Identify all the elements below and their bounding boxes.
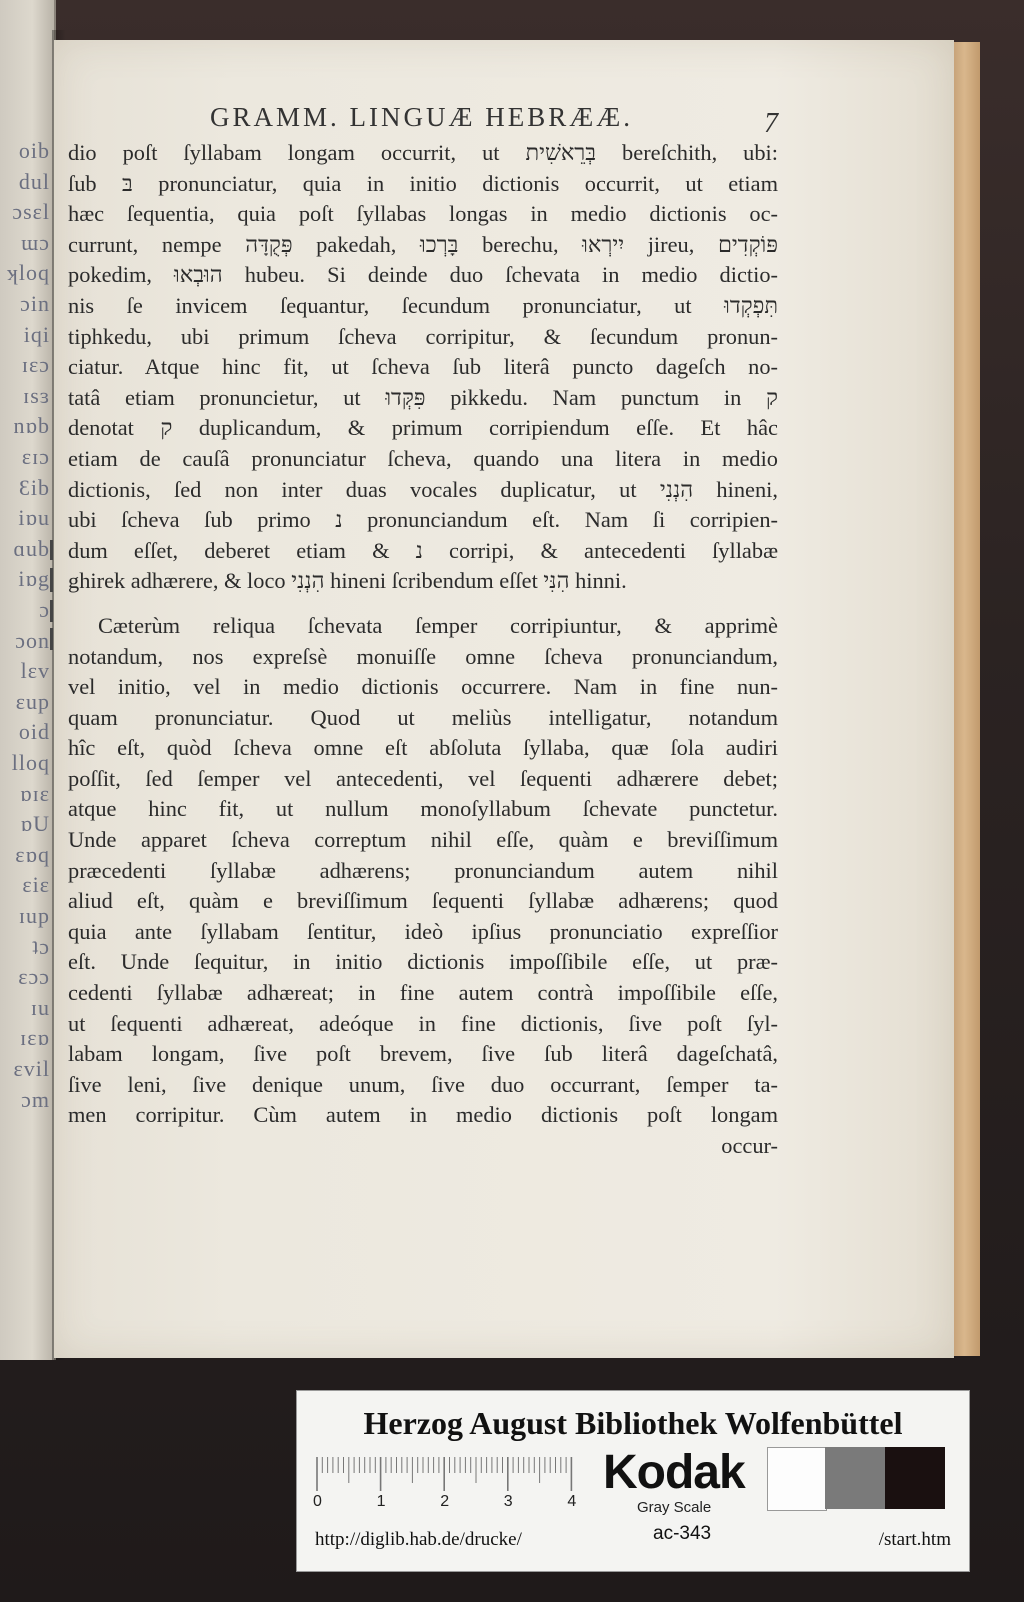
page-fore-edge bbox=[954, 42, 980, 1356]
text-line: ſub בּ pronunciatur, quia in initio dictionis occurrit, ut etiam bbox=[68, 170, 778, 196]
page-number: 7 bbox=[764, 108, 778, 139]
left-page-text-fragment: ɯɔ bbox=[21, 229, 50, 255]
library-color-strip bbox=[296, 1390, 970, 1572]
left-page-text-fragment: ʞloq bbox=[6, 260, 50, 286]
text-line: tatâ etiam pronuncietur, ut פִּקְּדוּ pikkedu. Nam punctum in ק bbox=[68, 384, 778, 410]
left-page-text-fragment: ɛiɛ bbox=[22, 872, 50, 898]
text-line: quia ante ſyllabam ſentitur, ideò ipſius pronunciatio expreſſior bbox=[68, 918, 778, 944]
gray-patch-white bbox=[767, 1447, 827, 1511]
library-url: http://diglib.hab.de/drucke/ bbox=[315, 1529, 522, 1550]
left-page-text-fragment: iqi bbox=[23, 321, 50, 347]
text-line: denotat ק duplicandum, & primum corripiendum eſſe. Et hâc bbox=[68, 415, 778, 441]
text-line: poſſit, ſed ſemper vel antecedenti, vel ſequenti adhærere debet; bbox=[68, 765, 778, 791]
shelfmark: ac-343 bbox=[653, 1523, 712, 1544]
margin-mark bbox=[50, 540, 53, 560]
text-line: dum eſſet, deberet etiam & נ corripi, & antecedenti ſyllabæ bbox=[68, 537, 778, 563]
library-url-suffix: /start.htm bbox=[878, 1529, 951, 1550]
ruler-number: 0 bbox=[313, 1493, 322, 1510]
gray-patch-dark bbox=[885, 1447, 945, 1509]
left-page-text-fragment: ɪup bbox=[18, 903, 50, 928]
ruler-number: 3 bbox=[503, 1493, 513, 1510]
left-page-text-fragment: nɒb bbox=[13, 413, 50, 439]
left-page-text-fragment: iɒg bbox=[18, 566, 50, 592]
text-line: aliud eſt, quàm e breviſſimum ſequenti ſyllabæ adhærens; quod bbox=[68, 888, 778, 914]
gray-scale-patches bbox=[767, 1447, 947, 1509]
left-page-text-fragment: lɛv bbox=[20, 658, 50, 684]
left-page-text-fragment: ɔ bbox=[39, 597, 50, 622]
left-page-text-fragment: oib bbox=[18, 138, 50, 163]
running-head: GRAMM. LINGUÆ HEBRÆÆ. bbox=[210, 102, 634, 132]
text-line: ut ſequenti adhæreat, adeóque in fine dictionis, ſive poſt ſyl- bbox=[68, 1010, 778, 1036]
left-page-text-fragment: lloq bbox=[11, 750, 50, 775]
left-page-text-fragment: ɒɪɛ bbox=[20, 780, 50, 806]
text-line: etiam de cauſâ pronunciatur ſcheva, quando una litera in medio bbox=[68, 445, 778, 471]
left-page-text-fragment: ɪsɜ bbox=[23, 382, 50, 408]
left-page-text-fragment: ɛɒq bbox=[15, 841, 50, 867]
text-line: quam pronunciatur. Quod ut meliùs intelligatur, notandum bbox=[68, 704, 778, 730]
text-line: currunt, nempe פְּקֻדָּה pakedah, בָּרְכוּ berechu, יִירְאוּ jireu, פּוֹקְדִים bbox=[68, 231, 778, 257]
text-line: labam longam, ſive poſt brevem, ſive ſub literâ dageſchatâ, bbox=[68, 1041, 778, 1067]
left-page-text-fragment: ɪu bbox=[30, 994, 50, 1020]
text-line: notandum, nos expreſsè monuiſſe omne ſcheva pronunciandum, bbox=[68, 643, 778, 669]
text-line: præcedenti ſyllabæ adhærens; pronunciandum autem nihil bbox=[68, 857, 778, 883]
gray-scale-label: Gray Scale bbox=[637, 1499, 712, 1516]
text-line: dictionis, ſed non inter duas vocales duplicatur, ut הִנְנִי hineni, bbox=[68, 476, 778, 502]
text-line: dio poſt ſyllabam longam occurrit, ut בְּרֵאשִׁית bereſchith, ubi: bbox=[68, 140, 778, 165]
left-page-text-fragment: ɔsɛl bbox=[12, 199, 50, 225]
text-line: hæc ſequentia, quia poſt ſyllabas longas in medio dictionis oc- bbox=[68, 201, 778, 227]
text-line: nis ſe invicem ſequantur, ſecundum pronunciatur, ut תִּפְקְדוּ bbox=[68, 292, 778, 318]
margin-mark bbox=[50, 600, 53, 622]
margin-mark bbox=[50, 568, 53, 592]
left-facing-page-edge bbox=[0, 0, 56, 1360]
ruler-number: 4 bbox=[567, 1493, 577, 1510]
text-line: vel initio, vel in medio dictionis occurrere. Nam in fine nun- bbox=[68, 674, 778, 700]
text-line: ubi ſcheva ſub primo נ pronunciandum eſt. Nam ſi corripien- bbox=[68, 507, 778, 533]
left-page-text-fragment: ɔin bbox=[20, 291, 50, 316]
left-page-text-fragment: ɔon bbox=[15, 627, 50, 653]
left-page-text-fragment: ɪɛɒ bbox=[20, 1025, 50, 1051]
left-page-text-fragment: ɛup bbox=[15, 688, 50, 714]
text-line: ghirek adhærere, & loco הִנְנִי hineni ſcribendum eſſet הִנִּי hinni. bbox=[68, 568, 627, 594]
text-line: pokedim, הוּבְאוּ hubeu. Si deinde duo ſchevata in medio dictio- bbox=[68, 262, 778, 288]
text-line: ſive leni, ſive denique unum, ſive duo occurrant, ſemper ta- bbox=[68, 1071, 778, 1097]
left-page-text-fragment: ɛɪɔ bbox=[21, 444, 50, 469]
left-page-text-fragment: dul bbox=[18, 168, 50, 194]
left-page-text-fragment: ɛvil bbox=[13, 1056, 50, 1081]
text-line: hîc eſt, quòd ſcheva omne eſt abſoluta ſyllaba, quæ ſola audiri bbox=[68, 735, 778, 761]
left-page-text-fragment: ɪɛɔ bbox=[21, 352, 50, 378]
text-line: eſt. Unde ſequitur, in initio dictionis impoſſibile eſſe, ut præ- bbox=[68, 949, 778, 975]
left-page-text-fragment: ʇɔ bbox=[32, 933, 50, 959]
text-line: Cæterùm reliqua ſchevata ſemper corripiuntur, & apprimè bbox=[98, 612, 778, 638]
ruler-number: 2 bbox=[440, 1493, 450, 1510]
text-line: Unde apparet ſcheva correptum nihil eſſe, quàm e breviſſimum bbox=[68, 827, 778, 853]
text-line: ciatur. Atque hinc fit, ut ſcheva ſub literâ puncto dageſch no- bbox=[68, 354, 778, 380]
gray-patch-mid bbox=[825, 1447, 885, 1509]
left-page-text-fragment: ɑub bbox=[13, 535, 50, 561]
left-page-text-fragment: ɒU bbox=[20, 811, 50, 837]
left-page-text-fragment: ɔm bbox=[21, 1086, 50, 1112]
left-page-text-fragment: iɒu bbox=[18, 505, 50, 531]
text-line: cedenti ſyllabæ adhæreat; in fine autem contrà impoſſibile eſſe, bbox=[68, 980, 778, 1006]
left-page-text-fragment: oid bbox=[18, 719, 50, 745]
text-line: men corripitur. Cùm autem in medio dictionis poſt longam bbox=[68, 1102, 778, 1128]
kodak-logo: Kodak bbox=[603, 1446, 745, 1499]
text-line: tiphkedu, ubi primum ſcheva corripitur, & ſecundum pronun- bbox=[68, 323, 778, 349]
page-text-body bbox=[68, 138, 778, 1162]
text-line: atque hinc fit, ut nullum monoſyllabum ſchevate punctetur. bbox=[68, 796, 778, 822]
ruler-number: 1 bbox=[376, 1493, 386, 1510]
library-name: Herzog August Bibliothek Wolfenbüttel bbox=[363, 1405, 903, 1441]
left-page-text-fragment: ɛɔɔ bbox=[18, 964, 50, 990]
margin-mark bbox=[50, 628, 53, 650]
left-page-text-fragment: Ɛib bbox=[18, 474, 50, 500]
catchword: occur- bbox=[721, 1133, 778, 1158]
